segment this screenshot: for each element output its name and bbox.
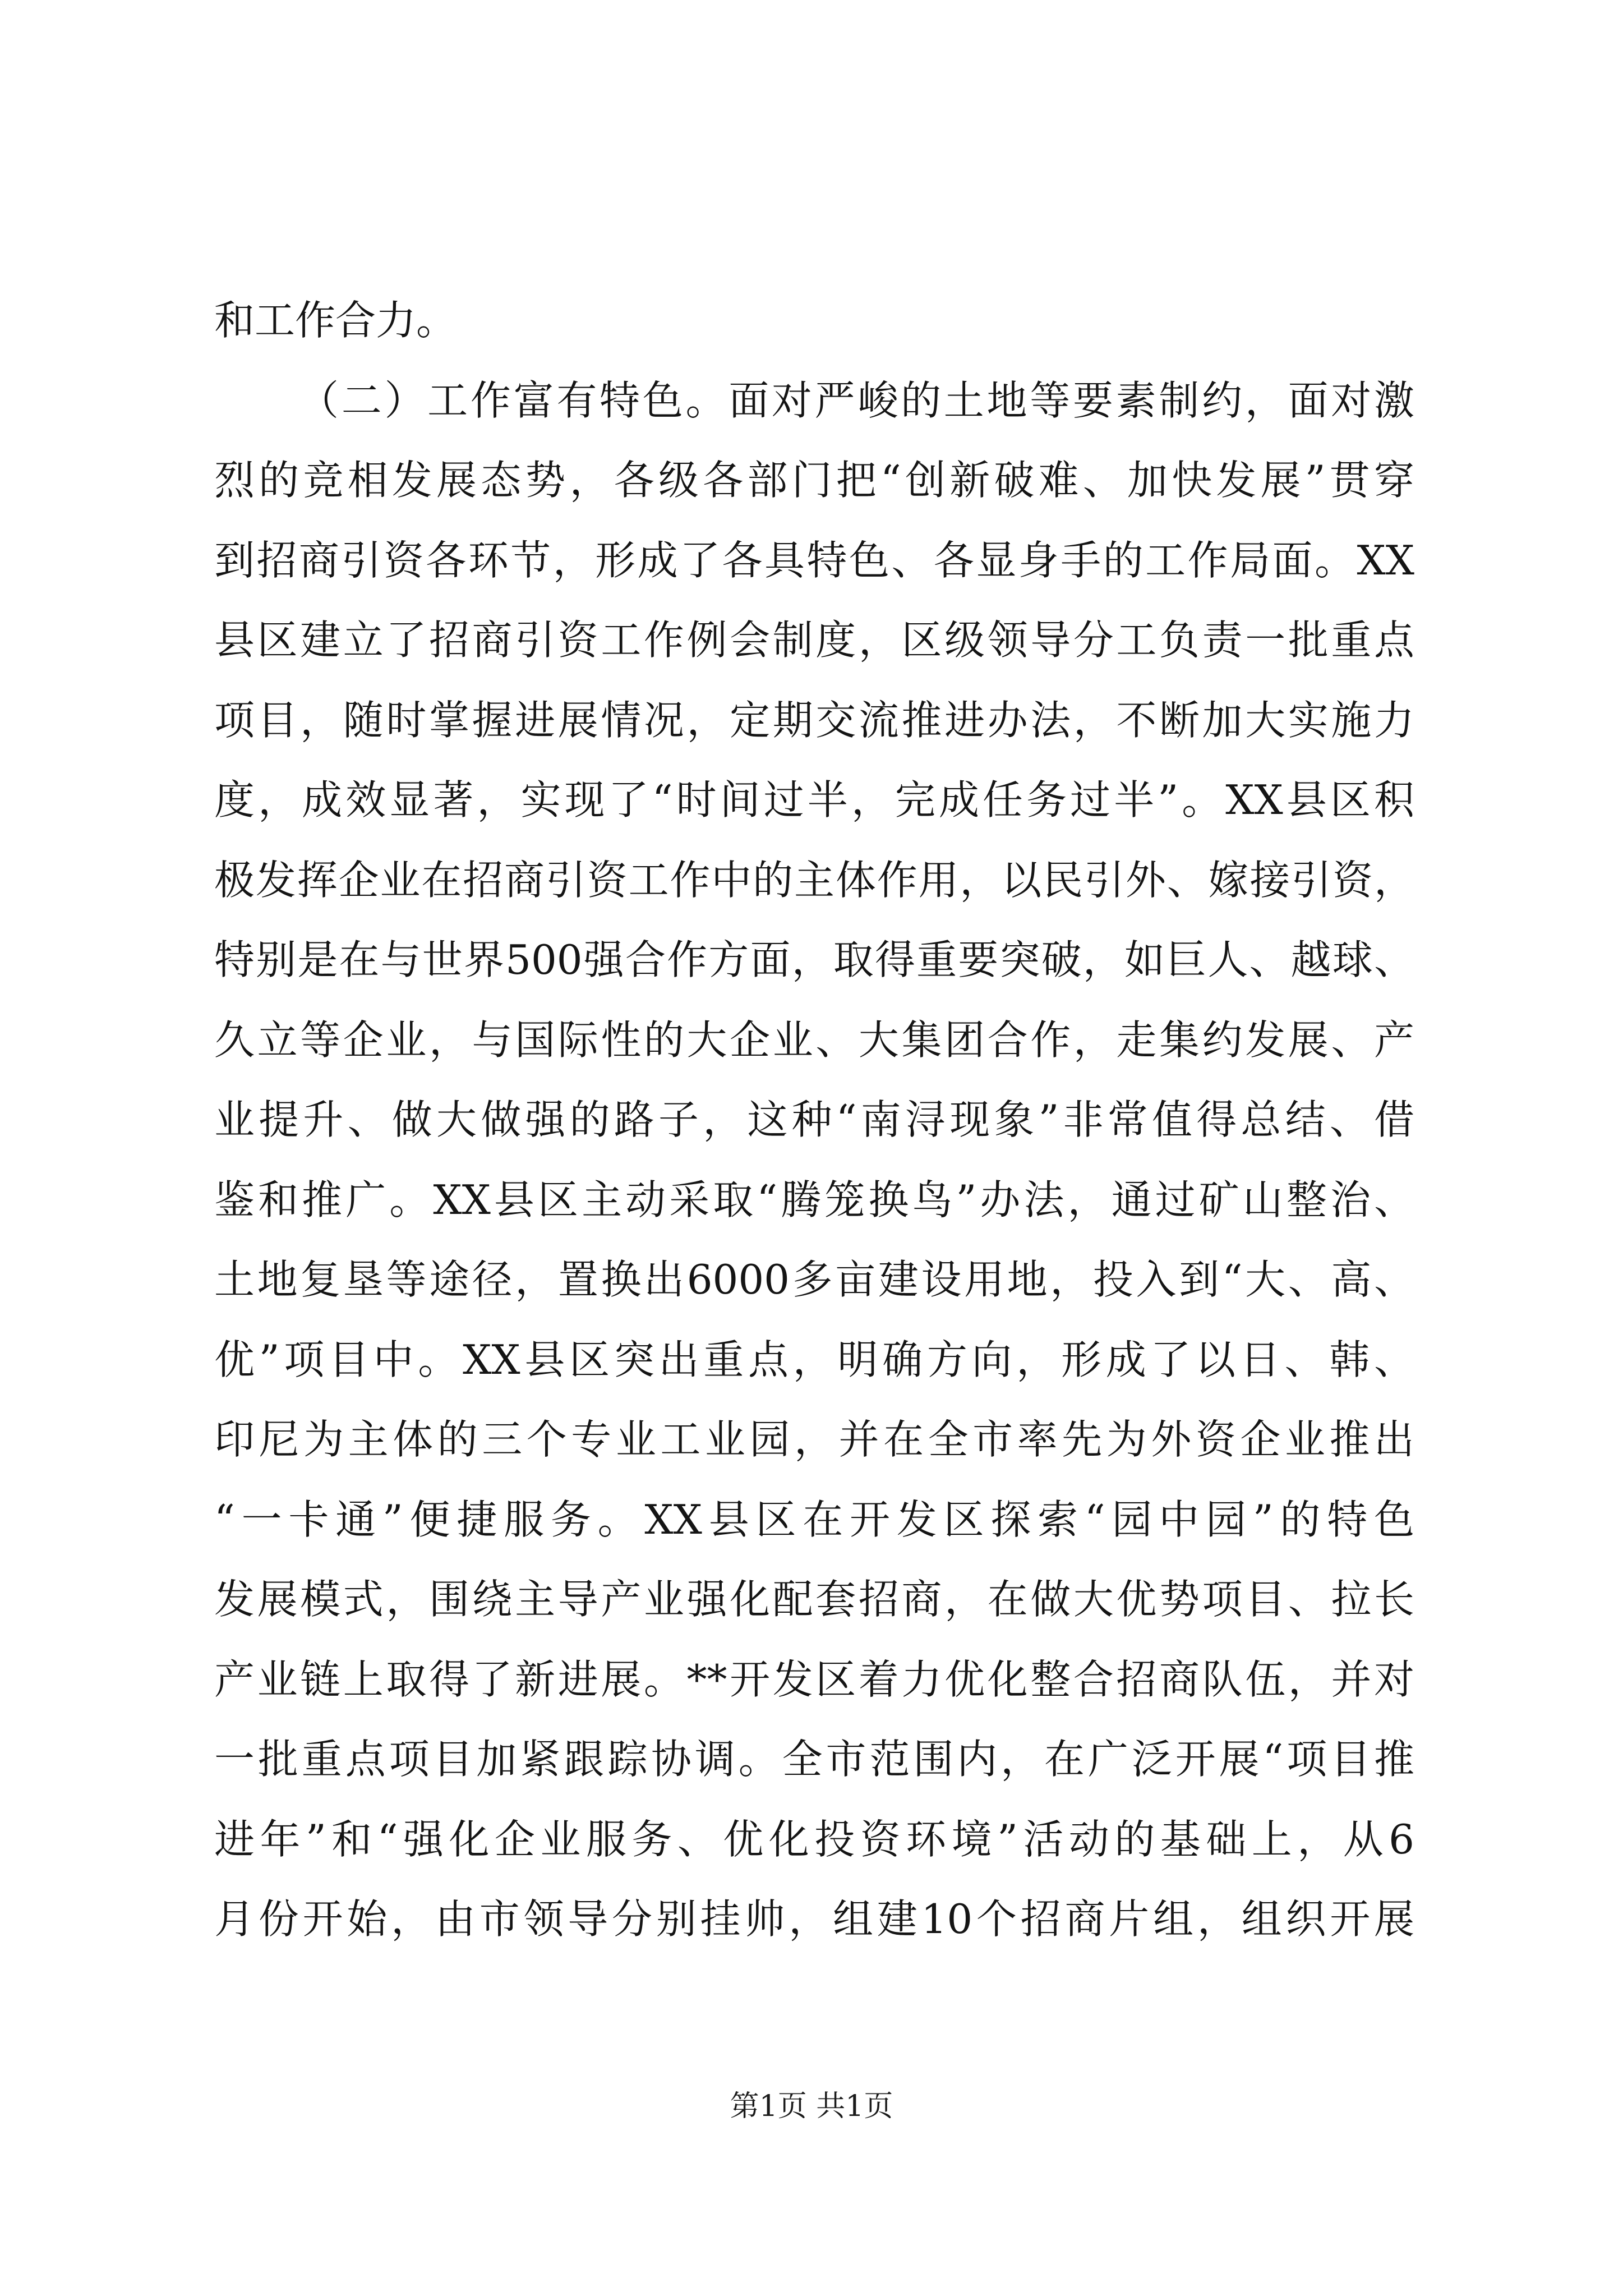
text-line: 极发挥企业在招商引资工作中的主体作用，以民引外、嫁接引资， bbox=[214, 856, 1414, 904]
text-line: 土地复垦等途径，置换出6000多亩建设用地，投入到“大、高、 bbox=[214, 1256, 1414, 1303]
text-line: 鉴和推广。XX县区主动采取“腾笼换鸟”办法，通过矿山整治、 bbox=[214, 1176, 1414, 1223]
text-line: 印尼为主体的三个专业工业园，并在全市率先为外资企业推出 bbox=[214, 1416, 1414, 1463]
text-line: 项目，随时掌握进展情况，定期交流推进办法，不断加大实施力 bbox=[214, 696, 1414, 744]
text-line: 和工作合力。 bbox=[214, 297, 457, 344]
text-line: 进年”和“强化企业服务、优化投资环境”活动的基础上，从6 bbox=[214, 1815, 1414, 1863]
text-line: 烈的竞相发展态势，各级各部门把“创新破难、加快发展”贯穿 bbox=[214, 457, 1414, 504]
text-line: “一卡通”便捷服务。XX县区在开发区探索“园中园”的特色 bbox=[214, 1496, 1414, 1543]
text-line: 度，成效显著，实现了“时间过半，完成任务过半”。XX县区积 bbox=[214, 776, 1414, 823]
text-line: 一批重点项目加紧跟踪协调。全市范围内，在广泛开展“项目推 bbox=[214, 1736, 1414, 1783]
text-line: （二）工作富有特色。面对严峻的土地等要素制约，面对激 bbox=[298, 376, 1414, 424]
text-line: 到招商引资各环节，形成了各具特色、各显身手的工作局面。XX bbox=[214, 536, 1414, 584]
text-line: 月份开始，由市领导分别挂帅，组建10个招商片组，组织开展 bbox=[214, 1895, 1414, 1943]
page-footer bbox=[0, 2087, 1623, 2126]
text-line: 特别是在与世界500强合作方面，取得重要突破，如巨人、越球、 bbox=[214, 936, 1414, 983]
text-line: 县区建立了招商引资工作例会制度，区级领导分工负责一批重点 bbox=[214, 616, 1414, 664]
page-number-label: 第1页 共1页 bbox=[730, 2090, 893, 2123]
text-line: 业提升、做大做强的路子，这种“南浔现象”非常值得总结、借 bbox=[214, 1096, 1414, 1143]
body-text bbox=[214, 280, 1414, 1959]
text-line: 产业链上取得了新进展。**开发区着力优化整合招商队伍，并对 bbox=[214, 1655, 1414, 1703]
text-line: 久立等企业，与国际性的大企业、大集团合作，走集约发展、产 bbox=[214, 1016, 1414, 1064]
text-line: 优”项目中。XX县区突出重点，明确方向，形成了以日、韩、 bbox=[214, 1336, 1414, 1383]
text-line: 发展模式，围绕主导产业强化配套招商，在做大优势项目、拉长 bbox=[214, 1576, 1414, 1623]
